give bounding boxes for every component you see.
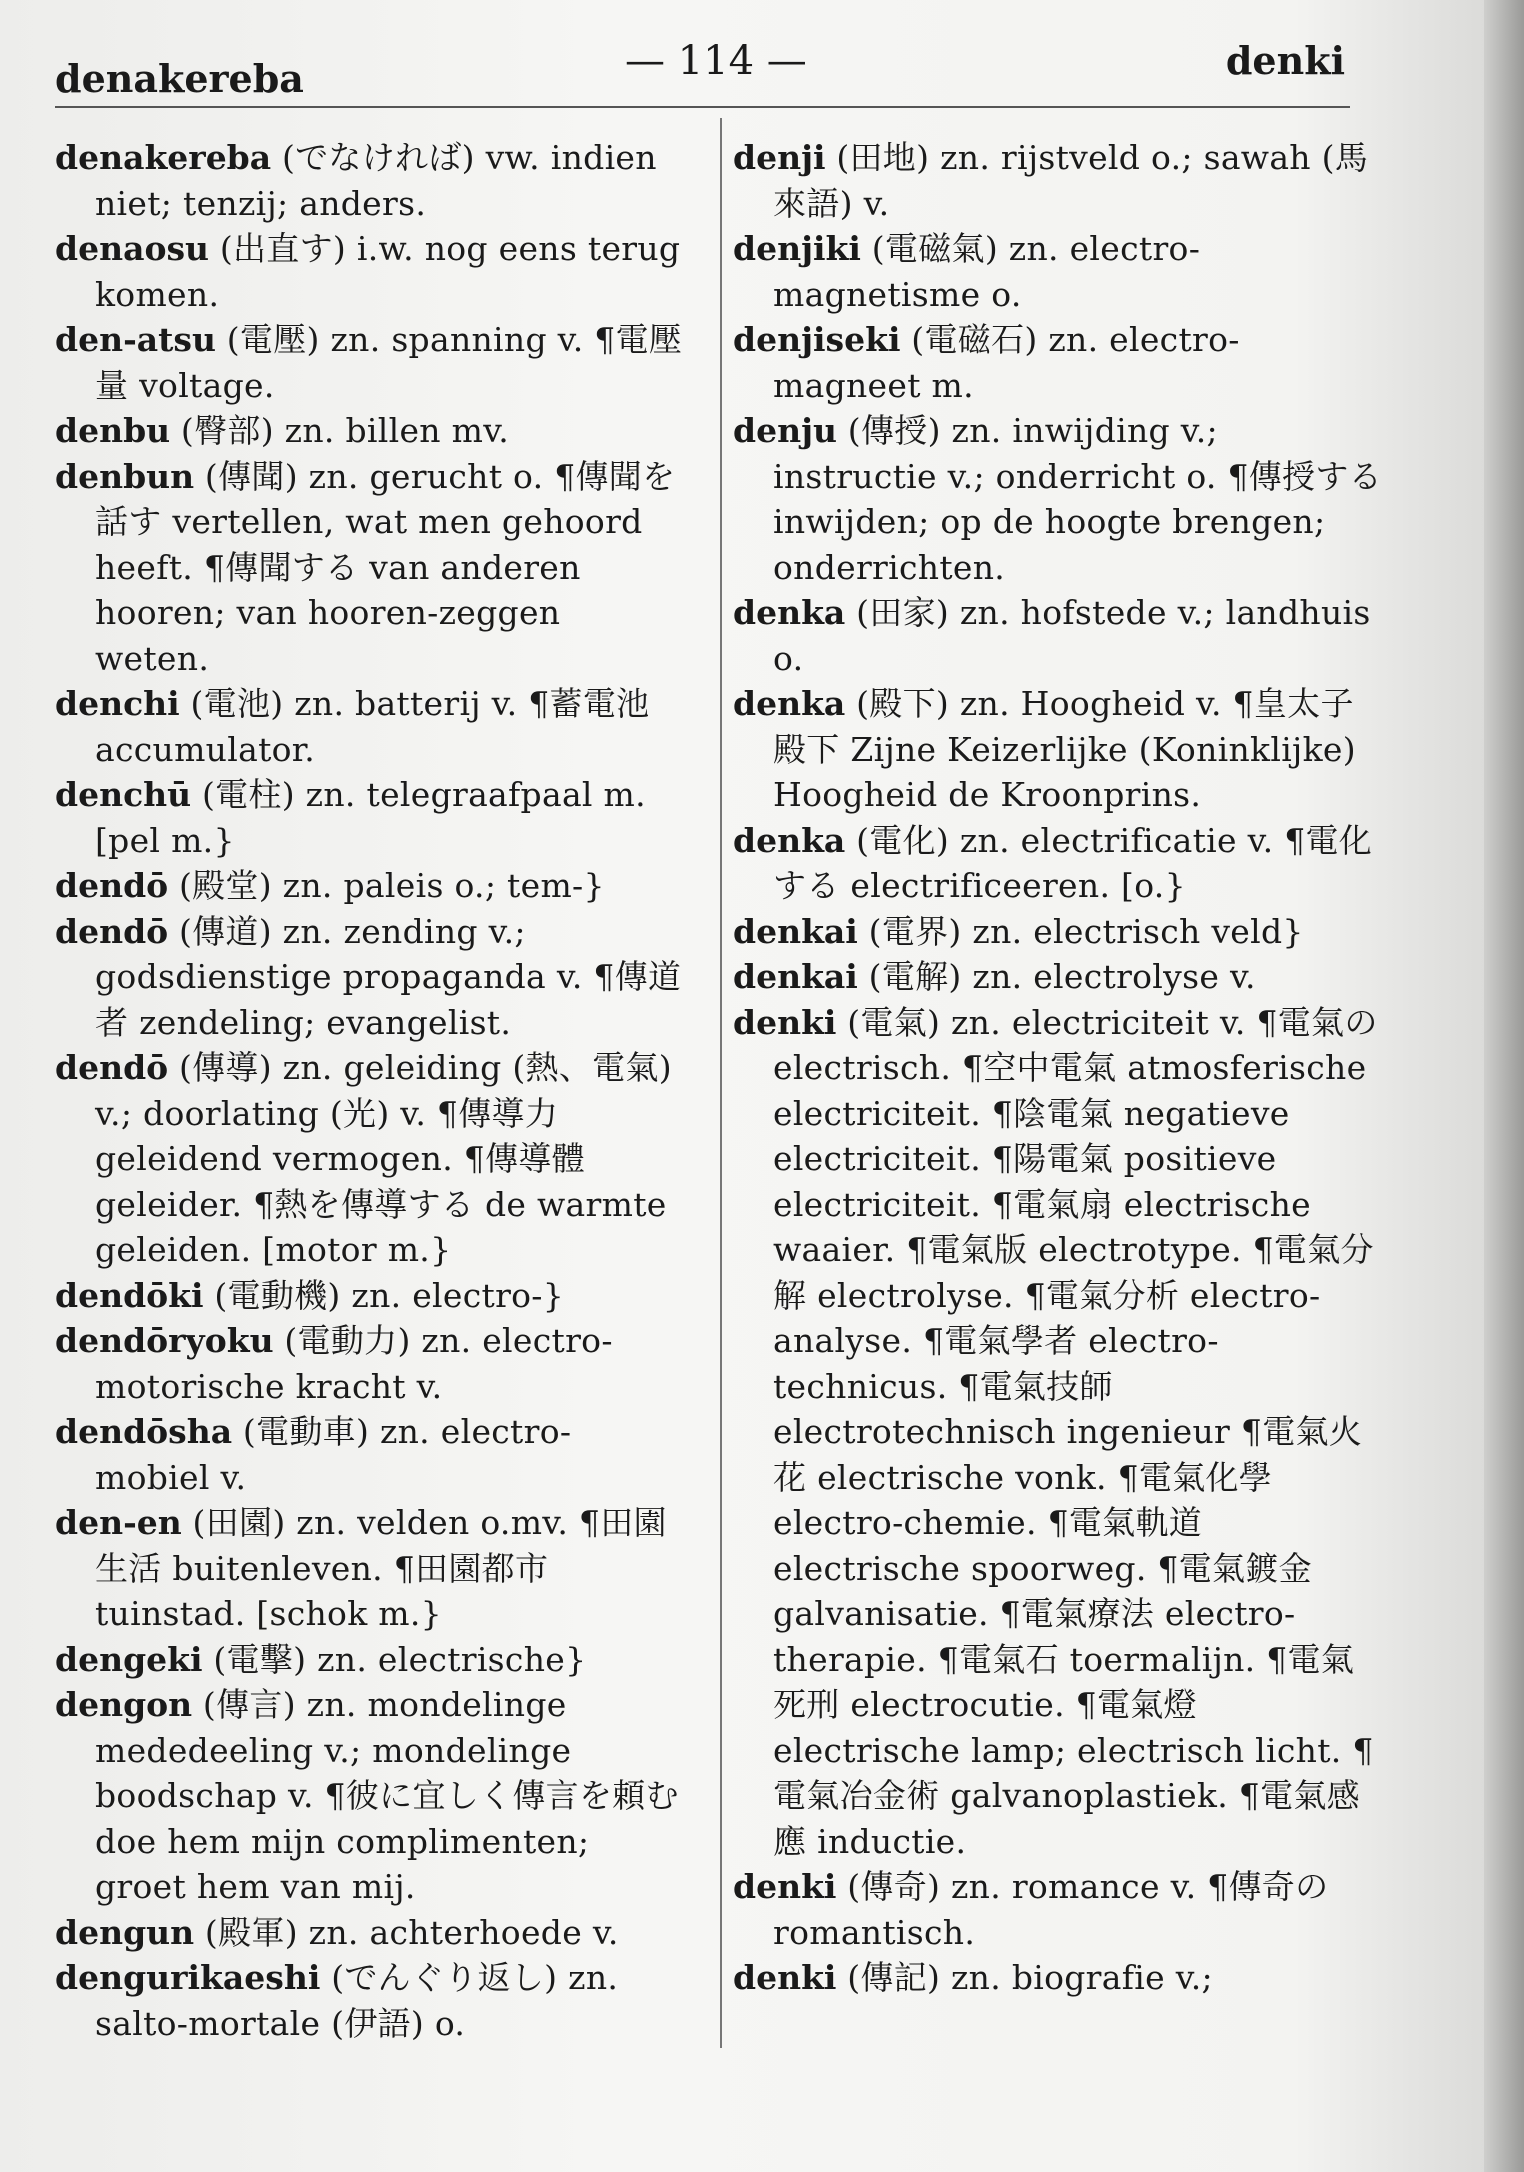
entry-definition: (傳奇) zn. romance v. ¶傳奇の romantisch. — [773, 1867, 1329, 1952]
entry-definition: (傳聞) zn. gerucht o. ¶傳聞を話す vertellen, wat men gehoord heeft. ¶傳聞する van anderen hooren; van hooren-zeggen weten. — [95, 456, 676, 678]
header-first-word: denakereba — [55, 56, 304, 101]
entry-definition: (傳言) zn. mondelinge mededeeling v.; mondelinge boodschap v. ¶彼に宜しく傳言を頼む doe hem mijn complimenten; groet hem van mij. — [95, 1685, 679, 1906]
entry-headword: denjiseki — [733, 320, 901, 359]
dictionary-entry — [733, 135, 1383, 226]
entry-definition: (電磁石) zn. electro-magneet m. — [773, 320, 1240, 405]
entry-definition: (田地) zn. rijstveld o.; sawah (馬來語) v. — [773, 138, 1369, 223]
dictionary-entry — [55, 1637, 685, 1683]
dictionary-entry — [733, 909, 1383, 955]
entry-headword: denju — [733, 411, 837, 450]
dictionary-entry — [55, 226, 685, 317]
dictionary-entry — [733, 818, 1383, 909]
entry-definition: (傳授) zn. inwijding v.; instructie v.; onderricht o. ¶傳授する inwijden; op de hoogte brengen; onderrichten. — [773, 411, 1383, 587]
entry-definition: (出直す) i.w. nog eens terug komen. — [95, 229, 681, 314]
entry-definition: (電擊) zn. electrische} — [202, 1639, 587, 1679]
entry-headword: dendō — [55, 911, 169, 951]
entry-headword: denji — [733, 138, 826, 177]
entry-headword: den-en — [55, 1503, 182, 1542]
entry-definition: (電界) zn. electrisch veld} — [857, 911, 1304, 951]
entry-headword: denka — [733, 684, 846, 723]
dictionary-entry — [55, 1409, 685, 1500]
left-column — [55, 135, 685, 2046]
entry-definition: (殿軍) zn. achterhoede v. — [194, 1912, 619, 1952]
entry-headword: denjiki — [733, 229, 861, 268]
dictionary-entry — [55, 317, 685, 408]
dictionary-entry — [733, 954, 1383, 1000]
right-column — [733, 135, 1383, 2001]
page-header — [55, 38, 1345, 108]
header-last-word: denki — [1225, 38, 1345, 83]
entry-headword: dendō — [55, 866, 169, 905]
dictionary-entry — [55, 1045, 685, 1273]
entry-definition: (田家) zn. hofstede v.; landhuis o. — [773, 593, 1371, 678]
entry-definition: (でんぐり返し) zn. salto-mortale (伊語) o. — [95, 1958, 619, 2043]
entry-definition: (電動車) zn. electro-mobiel v. — [95, 1412, 572, 1497]
dictionary-entry — [733, 1000, 1383, 1865]
entry-headword: den-atsu — [55, 320, 216, 359]
dictionary-entry — [733, 1864, 1383, 1955]
entry-headword: denkai — [733, 911, 858, 951]
entry-headword: denka — [733, 593, 846, 632]
column-divider — [720, 118, 722, 2048]
entry-definition: (電動機) zn. electro-} — [203, 1275, 565, 1315]
page-number: — 114 — — [625, 38, 807, 84]
dictionary-entry — [733, 681, 1383, 818]
entry-headword: denki — [733, 1002, 837, 1042]
entry-definition: (電化) zn. electrificatie v. ¶電化する electrificeeren. [o.} — [773, 820, 1373, 905]
entry-headword: dendō — [55, 1048, 169, 1087]
entry-definition: (傳道) zn. zending v.; godsdienstige propaganda v. ¶傳道者 zendeling; evangelist. — [95, 911, 682, 1042]
entry-headword: dendōsha — [55, 1412, 233, 1451]
dictionary-entry — [55, 863, 685, 909]
dictionary-entry — [55, 1955, 685, 2046]
entry-definition: (電柱) zn. telegraafpaal m. [pel m.} — [95, 775, 646, 860]
dictionary-entry — [733, 1955, 1383, 2001]
entry-definition: (電磁氣) zn. electro-magnetisme o. — [773, 229, 1201, 314]
entry-headword: denakereba — [55, 138, 272, 177]
entry-definition: (田園) zn. velden o.mv. ¶田園生活 buitenleven. ¶田園都市 tuinstad. [schok m.} — [95, 1503, 667, 1633]
entry-definition: (電氣) zn. electriciteit v. ¶電氣の electrisch. ¶空中電氣 atmosferische electriciteit. ¶陰電氣 negatieve electriciteit. ¶陽電氣 positieve electriciteit. ¶電氣扇 electrische waaier. ¶電氣版 electrotype. ¶電氣分解 electrolyse. ¶電氣分析 electro-analyse. ¶電氣學者 electro-technicus. ¶電氣技師 electrotechnisch ingenieur ¶電氣火花 electrische vonk. ¶電氣化學 electro-chemie. ¶電氣軌道 electrische spoorweg. ¶電氣鍍金 galvanisatie. ¶電氣療法 electro-therapie. ¶電氣石 toermalijn. ¶電氣死刑 electrocutie. ¶電氣燈 electrische lamp; electrisch licht. ¶電氣冶金術 galvanoplastiek. ¶電氣感應 inductie. — [773, 1002, 1378, 1861]
dictionary-entry — [55, 1318, 685, 1409]
entry-headword: dengun — [55, 1912, 195, 1952]
entry-headword: denkai — [733, 957, 858, 996]
dictionary-entry — [55, 454, 685, 682]
entry-headword: dendōki — [55, 1275, 204, 1315]
entry-definition: (電壓) zn. spanning v. ¶電壓量 voltage. — [95, 320, 683, 405]
entry-headword: dengeki — [55, 1639, 203, 1679]
entry-headword: denchū — [55, 775, 192, 814]
entry-headword: denaosu — [55, 229, 210, 268]
entry-headword: denchi — [55, 684, 180, 723]
page-edge-shadow — [1484, 0, 1524, 2172]
entry-headword: denki — [733, 1867, 837, 1906]
entry-definition: (電解) zn. electrolyse v. — [857, 957, 1256, 996]
dictionary-entry — [55, 681, 685, 772]
entry-headword: denbun — [55, 456, 195, 496]
dictionary-entry — [55, 909, 685, 1046]
entry-definition: (臀部) zn. billen mv. — [170, 411, 510, 450]
dictionary-entry — [55, 1500, 685, 1637]
dictionary-entry — [733, 590, 1383, 681]
entry-headword: dengurikaeshi — [55, 1958, 321, 1997]
entry-headword: dengon — [55, 1685, 193, 1724]
dictionary-entry — [55, 772, 685, 863]
entry-headword: denbu — [55, 411, 171, 450]
dictionary-entry — [55, 135, 685, 226]
entry-definition: (電池) zn. batterij v. ¶蓄電池 accumulator. — [95, 684, 650, 769]
dictionary-entry — [55, 408, 685, 454]
entry-definition: (傳記) zn. biografie v.; — [836, 1958, 1213, 1997]
dictionary-entry — [55, 1682, 685, 1910]
entry-headword: dendōryoku — [55, 1321, 274, 1360]
entry-definition: (傳導) zn. geleiding (熱、電氣) v.; doorlating (光) v. ¶傳導力 geleidend vermogen. ¶傳導體 geleider. ¶熱を傳導する de warmte geleiden. [motor m.} — [95, 1048, 672, 1269]
entry-definition: (殿下) zn. Hoogheid v. ¶皇太子殿下 Zijne Keizerlijke (Koninklijke) Hoogheid de Kroonprins. — [773, 684, 1356, 814]
dictionary-entry — [733, 408, 1383, 590]
header-rule — [55, 106, 1350, 108]
dictionary-entry — [733, 317, 1383, 408]
entry-definition: (でなければ) vw. indien niet; tenzij; anders. — [95, 138, 657, 223]
dictionary-entry — [55, 1273, 685, 1319]
entry-headword: denka — [733, 820, 846, 860]
entry-definition: (殿堂) zn. paleis o.; tem-} — [168, 866, 605, 905]
entry-definition: (電動力) zn. electro-motorische kracht v. — [95, 1321, 613, 1406]
dictionary-entry — [55, 1910, 685, 1956]
entry-headword: denki — [733, 1958, 837, 1997]
dictionary-entry — [733, 226, 1383, 317]
